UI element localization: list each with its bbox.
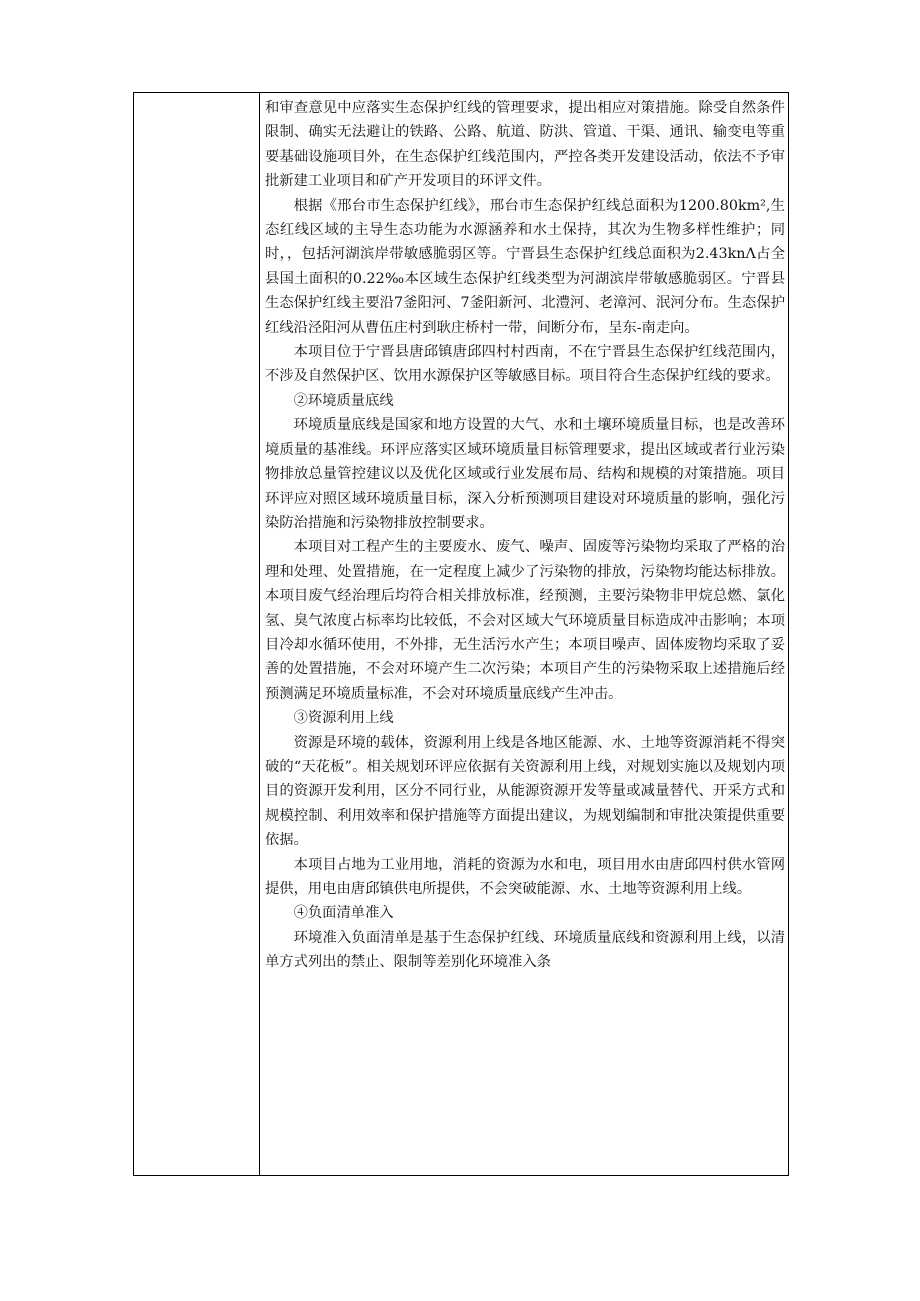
paragraph-quality-baseline-definition: 环境质量底线是国家和地方设置的大气、水和土壤环境质量目标，也是改善环境质量的基准线。环评应落实区域环境质量目标管理要求，提出区域或者行业污染物排放总量管控建议以及优化区域或行业发展布局、结构和规模的对策措施。项目环评应对照区域环境质量目标，深入分析预测项目建设对环境质量的影响，强化污染防治措施和污染物排放控制要求。 [265,417,785,531]
heading-environmental-quality-baseline: ②环境质量底线 [293,392,394,409]
table-label-cell [134,93,260,1175]
paragraph-resource-limit-definition: 资源是环境的载体，资源利用上线是各地区能源、水、土地等资源消耗不得突破的“天花板”。相关规划环评应依据有关资源利用上线，对规划实施以及规划内项目的资源开发利用，区分不同行业，从能源资源开发等量或减量替代、开采方式和规模控制、利用效率和保护措施等方面提出建议，为规划编制和审批决策提供重要依据。 [265,734,785,849]
paragraph-negative-list-definition: 环境准入负面清单是基于生态保护红线、环境质量底线和资源利用上线，以清单方式列出的禁止、限制等差别化环境准入条 [265,929,785,971]
heading-resource-utilization-limit: ③资源利用上线 [293,710,394,727]
heading-negative-list-access: ④负面清单准入 [293,905,394,922]
paragraph-project-resource-use: 本项目占地为工业用地，消耗的资源为水和电，项目用水由唐邱四村供水管网提供，用电由唐邱镇供电所提供，不会突破能源、水、土地等资源利用上线。 [265,856,785,897]
table-content-cell [260,93,788,1175]
paragraph-project-location: 本项目位于宁晋县唐邱镇唐邱四村村西南，不在宁晋县生态保护红线范围内，不涉及自然保护区、饮用水源保护区等敏感目标。项目符合生态保护红线的要求。 [265,344,785,385]
content-table [133,92,789,1176]
paragraph-xingtai-redline: 根据《邢台市生态保护红线》，邢台市生态保护红线总面积为1200.80km²,生态红线区域的主导生态功能为水源涵养和水土保持，其次为生物多样性维护；同时，，包括河湖滨岸带敏感脆弱区等。宁晋县生态保护红线总面积为2.43knΛ占全县国土面积的0.22‰本区域生态保护红线类型为河湖滨岸带敏感脆弱区。宁晋县生态保护红线主要沿7釜阳河、7釜阳新河、北澧河、老漳河、泯河分布。生态保护红线沿泾阳河从曹伍庄村到耿庄桥村一带，间断分布，呈东-南走向。 [265,197,785,336]
paragraph-project-pollution-control: 本项目对工程产生的主要废水、废气、噪声、固废等污染物均采取了严格的治理和处理、处置措施，在一定程度上减少了污染物的排放，污染物均能达标排放。本项目废气经治理后均符合相关排放标准，经预测，主要污染物非甲烷总燃、氯化氢、臭气浓度占标率均比较低，不会对区域大气环境质量目标造成冲击影响；本项目冷却水循环使用，不外排，无生活污水产生；本项目噪声、固体废物均采取了妥善的处置措施，不会对环境产生二次污染；本项目产生的污染物采取上述措施后经预测满足环境质量标准，不会对环境质量底线产生冲击。 [265,539,785,702]
paragraph-ecological-redline-requirements: 和审查意见中应落实生态保护红线的管理要求，提出相应对策措施。除受自然条件限制、确实无法避让的铁路、公路、航道、防洪、管道、干渠、通讯、输变电等重要基础设施项目外，在生态保护红线范围内，严控各类开发建设活动，依法不予审批新建工业项目和矿产开发项目的环评文件。 [265,100,785,190]
